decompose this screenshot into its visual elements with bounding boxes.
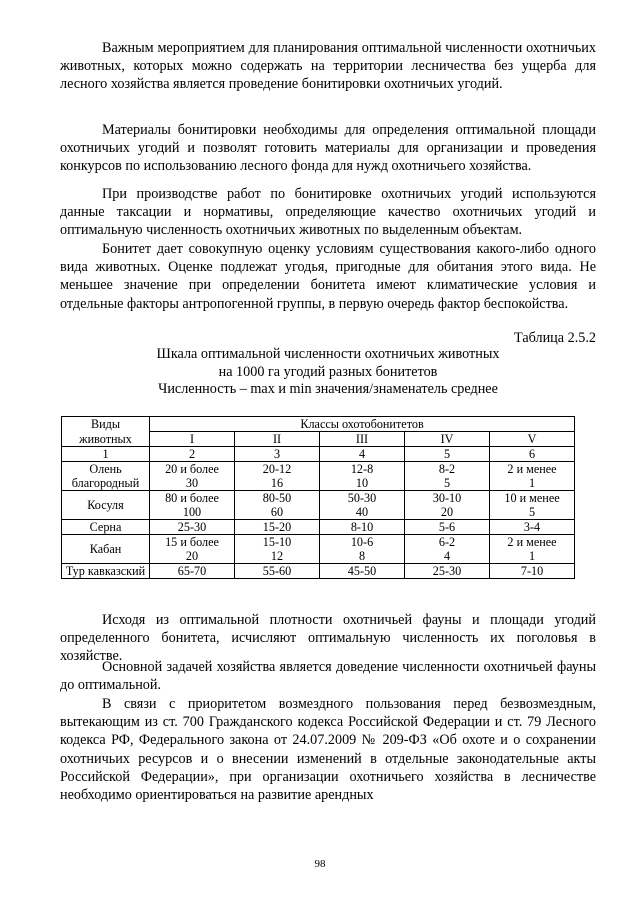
value-range: 15-10 bbox=[235, 535, 320, 550]
value-average: 12 bbox=[235, 549, 320, 564]
value-range: 10-6 bbox=[320, 535, 405, 550]
table-row bbox=[62, 462, 575, 477]
value-range: 65-70 bbox=[150, 564, 235, 579]
bonitet-table bbox=[61, 416, 575, 579]
value-average: 1 bbox=[490, 476, 575, 491]
value-range: 15 и более bbox=[150, 535, 235, 550]
value-range: 6-2 bbox=[405, 535, 490, 550]
table-row bbox=[62, 520, 575, 535]
species-name-cont: благородный bbox=[62, 476, 150, 491]
value-range: 25-30 bbox=[150, 520, 235, 535]
table-caption bbox=[60, 346, 596, 399]
paragraph-1: Важным мероприятием для планирования оптимальной численности охотничьих животных, которых можно содержать на территории лесничества без ущерба для лесного хозяйства является проведение бонитировки охотничьих угодий. bbox=[60, 40, 596, 93]
value-range: 2 и менее bbox=[490, 462, 575, 477]
value-average: 30 bbox=[150, 476, 235, 491]
paragraph-6: Основной задачей хозяйства является доведение численности охотничьей фауны до оптимальной. bbox=[60, 659, 596, 694]
value-average: 40 bbox=[320, 505, 405, 520]
value-average: 4 bbox=[405, 549, 490, 564]
value-average: 20 bbox=[405, 505, 490, 520]
caption-line-1: Шкала оптимальной численности охотничьих животных bbox=[156, 346, 500, 362]
header-row-2 bbox=[62, 432, 575, 447]
paragraph-3: При производстве работ по бонитировке охотничьих угодий используются данные таксации и нормативы, определяющие качество охотничьих угодий и оптимальную численность охотничьих животных по выделенным объектам. bbox=[60, 186, 596, 239]
value-range: 12-8 bbox=[320, 462, 405, 477]
value-range: 30-10 bbox=[405, 491, 490, 506]
caption-line-2: на 1000 га угодий разных бонитетов bbox=[218, 363, 438, 380]
col-number: 6 bbox=[490, 447, 575, 462]
value-range: 10 и менее bbox=[490, 491, 575, 506]
paragraph-4: Бонитет дает совокупную оценку условиям существования какого-либо одного вида животных. Оценке подлежат угодья, пригодные для обитания этого вида. Не меньшее значение при определении бонитета имеют климатические условия и отдельные факторы антропогенной группы, в первую очередь фактор беспокойства. bbox=[60, 241, 596, 312]
value-range: 55-60 bbox=[235, 564, 320, 579]
value-range: 80 и более bbox=[150, 491, 235, 506]
value-average: 100 bbox=[150, 505, 235, 520]
value-average: 60 bbox=[235, 505, 320, 520]
value-range: 80-50 bbox=[235, 491, 320, 506]
paragraph-7: В связи с приоритетом возмездного пользования перед безвозмездным, вытекающим из ст. 700 Гражданского кодекса Российской Федерации и ст. 79 Лесного кодекса РФ, Федерального закона от 24.07.2009 № 209-ФЗ «Об охоте и о сохранении охотничьих ресурсов и о внесении изменений в отдельные законодательные акты Российской Федерации», при организации охотничьего хозяйства в лесничестве необходимо ориентироваться на развитие арендных bbox=[60, 696, 596, 804]
value-range: 3-4 bbox=[490, 520, 575, 535]
species-header-bottom: животных bbox=[62, 432, 150, 447]
table-row bbox=[62, 564, 575, 579]
species-name: Косуля bbox=[62, 491, 150, 520]
table-row bbox=[62, 476, 575, 491]
class-IV: IV bbox=[405, 432, 490, 447]
column-number-row bbox=[62, 447, 575, 462]
table-row bbox=[62, 535, 575, 550]
value-average: 20 bbox=[150, 549, 235, 564]
classes-title: Классы охотобонитетов bbox=[150, 417, 575, 432]
table-row bbox=[62, 491, 575, 506]
value-average: 10 bbox=[320, 476, 405, 491]
value-average: 5 bbox=[405, 476, 490, 491]
paragraph-5: Исходя из оптимальной плотности охотничьей фауны и площади угодий определенного бонитета, исчисляют оптимальную численность их поголовья в хозяйстве. bbox=[60, 612, 596, 665]
value-range: 50-30 bbox=[320, 491, 405, 506]
col-number: 4 bbox=[320, 447, 405, 462]
class-V: V bbox=[490, 432, 575, 447]
col-number: 5 bbox=[405, 447, 490, 462]
species-name: Олень bbox=[62, 462, 150, 477]
species-name: Серна bbox=[62, 520, 150, 535]
table-label: Таблица 2.5.2 bbox=[514, 330, 596, 346]
paragraph-2: Материалы бонитировки необходимы для определения оптимальной площади охотничьих угодий и позволят готовить материалы для организации и проведения конкурсов по использованию лесного фонда для нужд охотничьего хозяйства. bbox=[60, 122, 596, 175]
species-header-top: Виды bbox=[62, 417, 150, 432]
col-number: 3 bbox=[235, 447, 320, 462]
value-range: 45-50 bbox=[320, 564, 405, 579]
value-range: 2 и менее bbox=[490, 535, 575, 550]
value-range: 20 и более bbox=[150, 462, 235, 477]
class-II: II bbox=[235, 432, 320, 447]
species-name: Тур кавказский bbox=[62, 564, 150, 579]
value-range: 15-20 bbox=[235, 520, 320, 535]
header-row-1 bbox=[62, 417, 575, 432]
value-range: 8-10 bbox=[320, 520, 405, 535]
class-I: I bbox=[150, 432, 235, 447]
col-number: 2 bbox=[150, 447, 235, 462]
value-average: 1 bbox=[490, 549, 575, 564]
value-average: 5 bbox=[490, 505, 575, 520]
value-average: 16 bbox=[235, 476, 320, 491]
value-average: 8 bbox=[320, 549, 405, 564]
col-number: 1 bbox=[62, 447, 150, 462]
value-range: 25-30 bbox=[405, 564, 490, 579]
value-range: 7-10 bbox=[490, 564, 575, 579]
page-number: 98 bbox=[314, 858, 326, 870]
species-name: Кабан bbox=[62, 535, 150, 564]
class-III: III bbox=[320, 432, 405, 447]
value-range: 20-12 bbox=[235, 462, 320, 477]
caption-line-3: Численность – max и min значения/знаменатель среднее bbox=[158, 381, 498, 397]
value-range: 5-6 bbox=[405, 520, 490, 535]
value-range: 8-2 bbox=[405, 462, 490, 477]
